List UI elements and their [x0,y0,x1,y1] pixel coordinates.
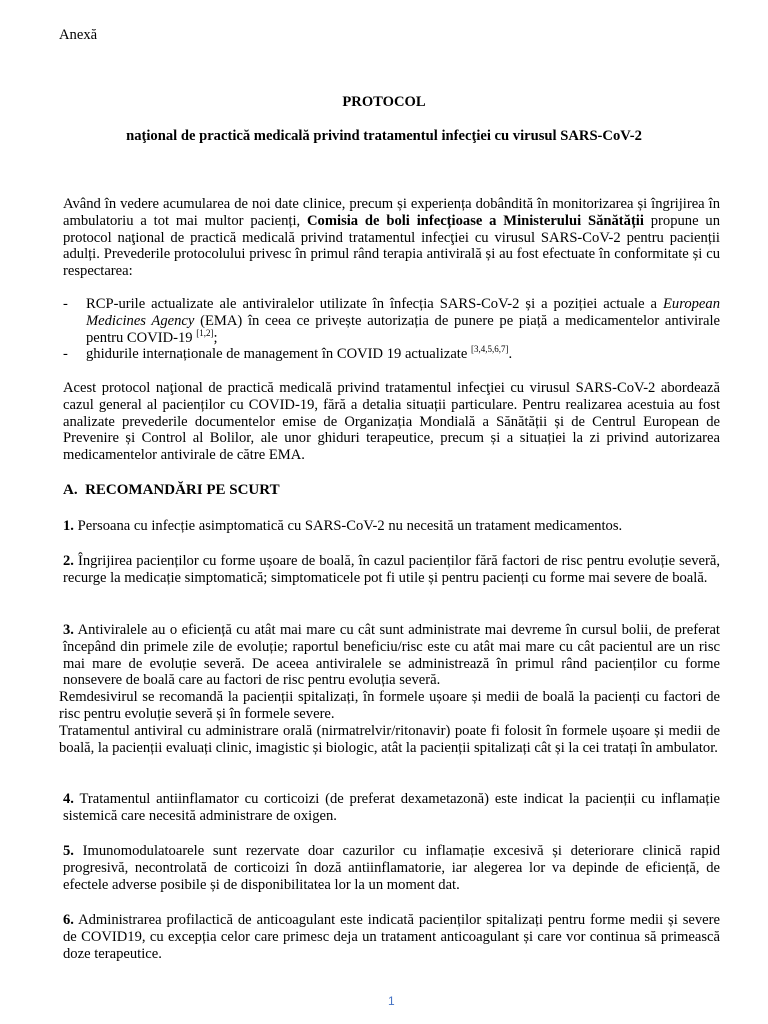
oral-antiviral-paragraph: Tratamentul antiviral cu administrare orală (nirmatrelvir/ritonavir) poate fi folosit în formele ușoare și medii de boală, la pacienții evaluați clinic, imagistic și biologic, atât la pacienții spitalizați cât și la cei tratați în ambulator. [59,723,720,756]
recommendation-number: 4. [63,791,74,807]
reference-1-2: [1,2] [196,327,214,338]
recommendation-3 [63,622,720,689]
recommendation-text: Îngrijirea pacienților cu forme ușoare de boală, în cazul pacienților fără factori de risc pentru evoluție severă, recurge la medicație simptomatică; simptomaticele pot fi utile și pentru pacienți cu forme mai severe de boală. [63,553,720,586]
bullet-rcp-end: ; [213,329,218,346]
recommendation-1 [63,518,720,535]
recommendation-text: Persoana cu infecție asimptomatică cu SARS-CoV-2 nu necesită un tratament medicamentos. [73,518,623,534]
bullet-rcp-text-1: RCP-urile actualizate ale antiviralelor utilizate în înfecția SARS-CoV-2 și a poziției actuale a [86,296,663,312]
page-number: 1 [388,994,395,1008]
bullet-item-guidelines [0,346,768,363]
recommendation-number: 1. [63,518,74,534]
intro-paragraph [63,196,720,280]
section-a-heading [63,482,280,499]
remdesivir-paragraph: Remdesivirul se recomandă la pacienții spitalizați, în formele ușoare și medii de boală la pacienți cu factori de risc pentru evoluție severă și în formele severe. [59,689,720,722]
document-subtitle: naţional de practică medicală privind tratamentul infecţiei cu virusul SARS-CoV-2 [126,128,642,144]
bullet-text-rcp [86,296,720,346]
protocol-scope-paragraph: Acest protocol naţional de practică medicală privind tratamentul infecţiei cu virusul SARS-CoV-2 abordează cazul general al pacienților cu COVID-19, fără a detalia situații particulare. Pentru realizarea acestuia au fost analizate prevederile documentelor emise de Organizația Mondială a Sănătății și de Centrul European de Prevenire și Control al Bolilor, ale unor ghiduri terapeutice, precum și a situației la zi privind autorizarea medicamentelor antivirale de către EMA. [63,380,720,464]
reference-3-7: [3,4,5,6,7] [470,344,509,354]
section-a-title: RECOMANDĂRI PE SCURT [85,482,280,498]
bullet-dash: - [63,296,68,312]
bullet-item-rcp [0,296,768,346]
bullet-guidelines-text: ghidurile internaționale de management în COVID 19 actualizate [86,346,471,362]
recommendation-text: Tratamentul antiinflamator cu corticoizi (de preferat dexametazonă) este indicat la pacienții cu inflamație sistemică care necesită administrare de oxigen. [63,791,720,824]
recommendation-text: Administrarea profilactică de anticoagulant este indicată pacienților spitalizați pentru forme medii și severe de COVID19, cu excepția celor care primesc deja un tratament anticoagulant și care vor continua să primească doze terapeutice. [63,912,720,962]
intro-commission-name: Comisia de boli infecțioase a Ministerului Sănătății [307,212,644,229]
recommendation-text: Antiviralele au o eficiență cu atât mai mare cu cât sunt administrate mai devreme în cursul bolii, de preferat începând din primele zile de evoluție; raportul beneficiu/risc este cu atât mai mare cu cât pacientul are un risc mai mare de evoluție severă. De aceea antiviralele se administrează în primul rând pacienților cu forme nonsevere de boală care au factori de risc pentru evoluția severă. [63,622,720,689]
recommendation-2 [63,553,720,587]
bullet-dash: - [63,346,68,362]
bullet-guidelines-end: . [508,346,513,362]
recommendation-number: 5. [63,843,74,859]
recommendation-5 [63,843,720,893]
bullet-rcp-text-2: (EMA) în ceea ce privește autorizația de punere pe piață a medicamentelor antivirale pentru COVID-19 [86,312,721,346]
annex-label: Anexă [59,27,98,43]
intro-text-2: propune un protocol naţional de practică medicală privind tratamentul infecţiei cu virusul SARS-CoV-2 pentru pacienții adulți. Prevederile protocolului privesc în primul rând terapia antivirală și au fost efectuate în conformitate și cu respectarea: [63,212,720,280]
recommendation-4 [63,791,720,825]
ema-name: European Medicines Agency [86,296,720,329]
intro-text-1: Având în vedere acumularea de noi date clinice, precum și experiența dobândită în monitorizarea și îngrijirea în ambulatoriu a tot mai multor pacienți, [63,196,720,229]
recommendation-number: 3. [63,622,74,638]
section-a-letter: A. [63,482,78,498]
recommendation-number: 2. [63,553,74,569]
recommendation-6 [63,912,720,962]
recommendation-text: Imunomodulatoarele sunt rezervate doar cazurilor cu inflamație excesivă și deteriorare clinică rapid progresivă, necontrolată de corticoizi în doză antiinflamatorie, iar alegerea lor va depinde de eficiență, de efectele adverse posibile și de disponibilitatea lor la un moment dat. [63,843,720,893]
document-title: PROTOCOL [342,94,426,110]
bullet-text-guidelines [86,346,720,363]
recommendation-number: 6. [63,912,74,928]
bullet-list [0,296,768,363]
